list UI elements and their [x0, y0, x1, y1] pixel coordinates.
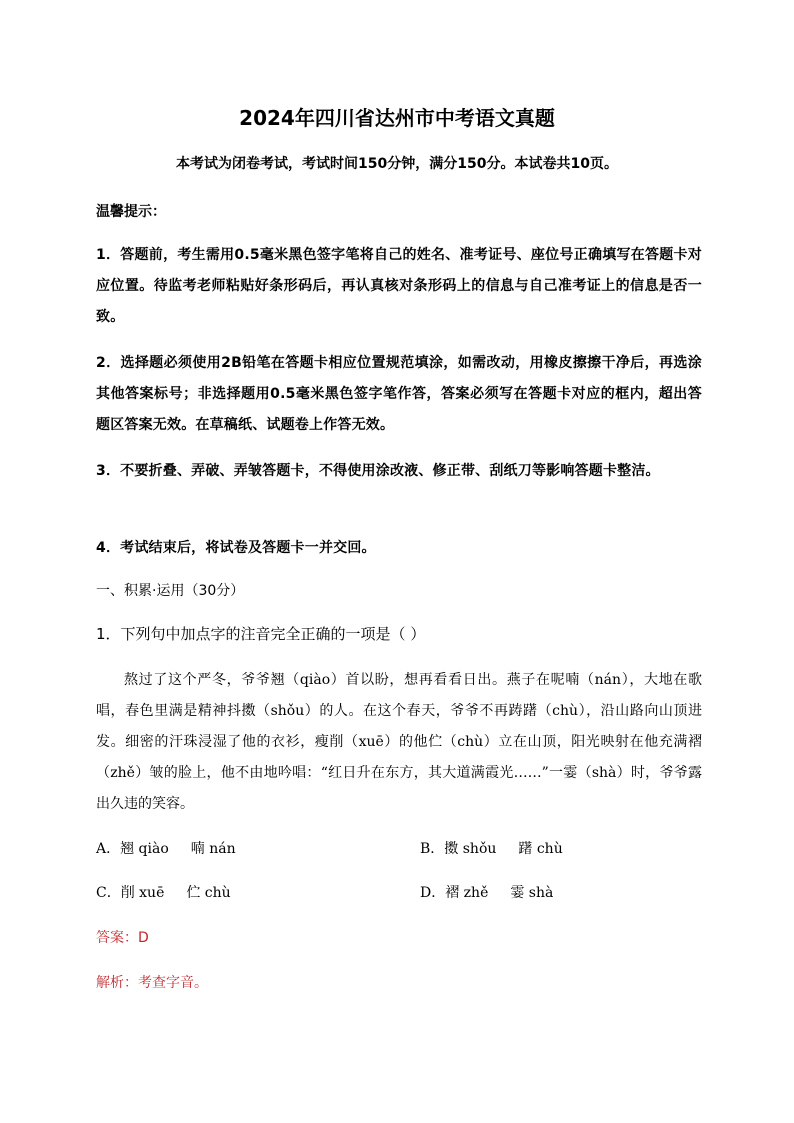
option-a-part2: 喃 nán [190, 841, 236, 857]
note-item: 2．选择题必须使用2B铅笔在答题卡相应位置规范填涂，如需改动，用橡皮擦擦干净后，再选涂其他答案标号；非选择题用0.5毫米黑色签字笔作答，答案必须写在答题卡对应的框内，超出答题区答案无效。在草稿纸、试题卷上作答无效。 [96, 355, 702, 433]
analysis-label: 解析： [96, 975, 138, 991]
section-title: 一、积累·运用（30分） [96, 583, 245, 599]
question-stem: 1．下列句中加点字的注音完全正确的一项是（ ） [96, 625, 426, 643]
answer-value: D [138, 930, 149, 946]
option-b-part2: 躇 chù [518, 841, 563, 857]
note-item: 3．不要折叠、弄破、弄皱答题卡，不得使用涂改液、修正带、刮纸刀等影响答题卡整洁。 [96, 463, 660, 479]
option-d-part2: 霎 shà [510, 885, 554, 901]
option-a [96, 838, 236, 860]
analysis-line [96, 972, 208, 994]
option-c [96, 882, 231, 904]
page-title: 2024年四川省达州市中考语文真题 [239, 106, 555, 130]
option-b [420, 838, 563, 860]
tips-heading: 温馨提示： [96, 204, 166, 220]
note-item: 1．答题前，考生需用0.5毫米黑色签字笔将自己的姓名、准考证号、座位号正确填写在答题卡对应位置。待监考老师粘贴好条形码后，再认真核对条形码上的信息与自己准考证上的信息是否一致。 [96, 247, 702, 325]
option-b-part1: B．擞 shǒu [420, 841, 497, 857]
note-item: 4．考试结束后，将试卷及答题卡一并交回。 [96, 540, 376, 556]
answer-label: 答案： [96, 930, 138, 946]
option-d [420, 882, 553, 904]
answer-line [96, 927, 149, 949]
question-passage: 熬过了这个严冬，爷爷翘（qiào）首以盼，想再看看日出。燕子在呢喃（nán），大地在歌唱，春色里满是精神抖擞（shǒu）的人。在这个春天，爷爷不再踌躇（chù），沿山路向山顶进发。细密的汗珠浸湿了他的衣衫，瘦削（xuē）的他伫（chù）立在山顶，阳光映射在他充满褶（zhě）皱的脸上，他不由地吟唱：“红日升在东方，其大道满霞光……”一霎（shà）时，爷爷露出久违的笑容。 [96, 672, 702, 812]
exam-info: 本考试为闭卷考试，考试时间150分钟，满分150分。本试卷共10页。 [176, 156, 618, 172]
option-a-part1: A．翘 qiào [96, 841, 169, 857]
analysis-value: 考查字音。 [138, 975, 208, 991]
option-c-part1: C．削 xuē [96, 885, 165, 901]
option-d-part1: D．褶 zhě [420, 885, 489, 901]
option-c-part2: 伫 chù [186, 885, 231, 901]
